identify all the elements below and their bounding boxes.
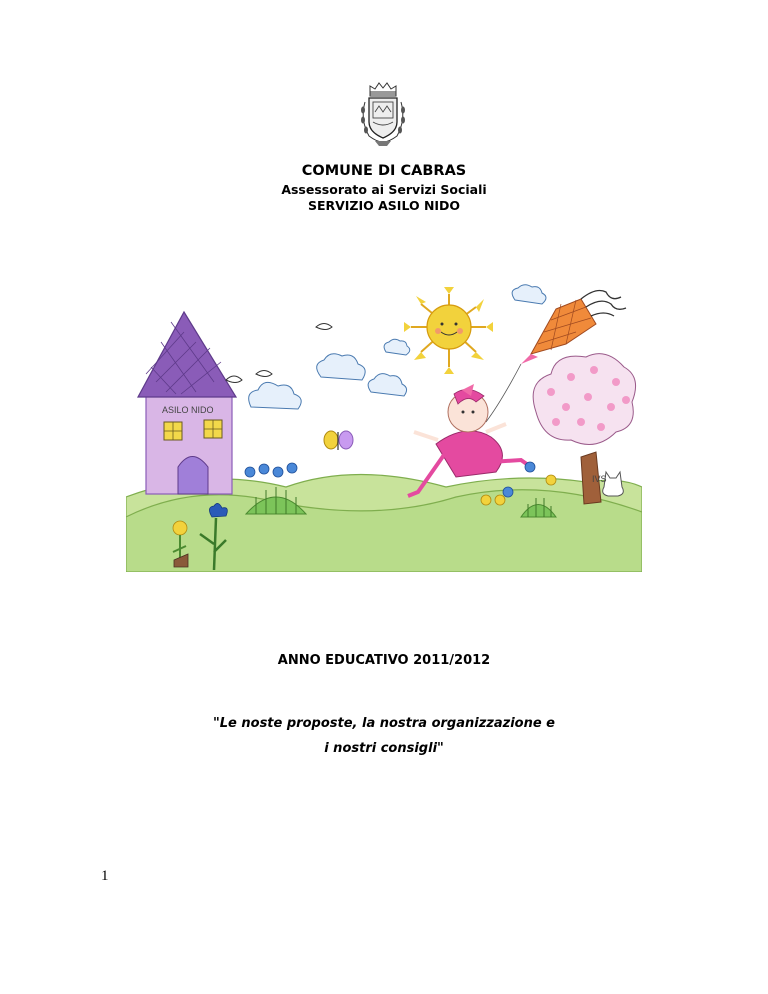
- municipality-title: COMUNE DI CABRAS: [301, 163, 467, 179]
- kindergarten-illustration: [126, 282, 642, 572]
- department-title: Assessorato ai Servizi Sociali: [281, 182, 487, 197]
- house-sign: ASILO NIDO: [162, 405, 214, 415]
- page-number: 1: [101, 868, 109, 884]
- birds: [226, 324, 332, 383]
- motto-line-2: i nostri consigli": [324, 741, 444, 756]
- butterfly: [324, 431, 353, 450]
- clouds: [249, 285, 546, 409]
- artist-signature: IVS: [592, 474, 607, 484]
- coat-of-arms-icon: [357, 80, 409, 148]
- service-title: SERVIZIO ASILO NIDO: [307, 198, 461, 213]
- motto-line-1: "Le noste proposte, la nostra organizzazione e: [212, 716, 555, 731]
- school-year: ANNO EDUCATIVO 2011/2012: [277, 653, 491, 668]
- sun: [404, 287, 493, 374]
- house: [138, 312, 236, 494]
